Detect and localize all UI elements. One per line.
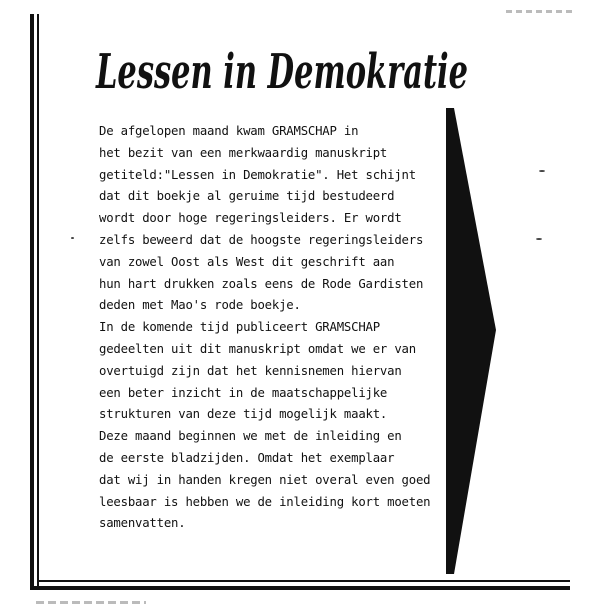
scan-speck bbox=[539, 170, 545, 172]
scan-artifact-bottom bbox=[36, 601, 146, 604]
body-line: het bezit van een merkwaardig manuskript bbox=[99, 145, 388, 160]
left-border-thick bbox=[30, 14, 34, 590]
body-line: de eerste bladzijden. Omdat het exemplaar bbox=[99, 450, 395, 465]
scan-artifact-top bbox=[506, 10, 576, 13]
body-line: dat wij in handen kregen niet overal even goed bbox=[99, 472, 431, 487]
body-line: De afgelopen maand kwam GRAMSCHAP in bbox=[99, 124, 359, 138]
body-line: zelfs beweerd dat de hoogste regeringsleiders bbox=[99, 232, 424, 247]
body-line: hun hart drukken zoals eens de Rode Gardisten bbox=[99, 276, 424, 291]
article-title bbox=[92, 36, 472, 106]
scan-speck bbox=[536, 238, 542, 240]
body-line: dat dit boekje al geruime tijd bestudeerd bbox=[99, 189, 395, 204]
body-line: een beter inzicht in de maatschappelijke bbox=[99, 385, 388, 400]
body-line: deden met Mao's rode boekje. bbox=[99, 298, 301, 313]
left-border-thin bbox=[37, 14, 39, 590]
body-line: overtuigd zijn dat het kennisnemen hiervan bbox=[99, 363, 402, 378]
body-line: Deze maand beginnen we met de inleiding en bbox=[99, 429, 402, 444]
body-line: strukturen van deze tijd mogelijk maakt. bbox=[99, 407, 388, 422]
body-line: wordt door hoge regeringsleiders. Er wordt bbox=[99, 211, 402, 226]
body-line: leesbaar is hebben we de inleiding kort moeten bbox=[99, 494, 431, 509]
body-line: getiteld:"Lessen in Demokratie". Het schijnt bbox=[99, 167, 416, 182]
bottom-border-thin bbox=[37, 580, 570, 582]
scan-speck bbox=[71, 237, 74, 239]
article-body bbox=[99, 121, 459, 535]
article-title-text: Lessen in Demokratie bbox=[94, 44, 469, 100]
body-line: van zowel Oost als West dit geschrift aan bbox=[99, 254, 395, 269]
bottom-border-thick bbox=[30, 586, 570, 590]
body-line: In de komende tijd publiceert GRAMSCHAP bbox=[99, 320, 380, 335]
body-line: gedeelten uit dit manuskript omdat we er van bbox=[99, 341, 416, 356]
body-line: samenvatten. bbox=[99, 516, 186, 531]
